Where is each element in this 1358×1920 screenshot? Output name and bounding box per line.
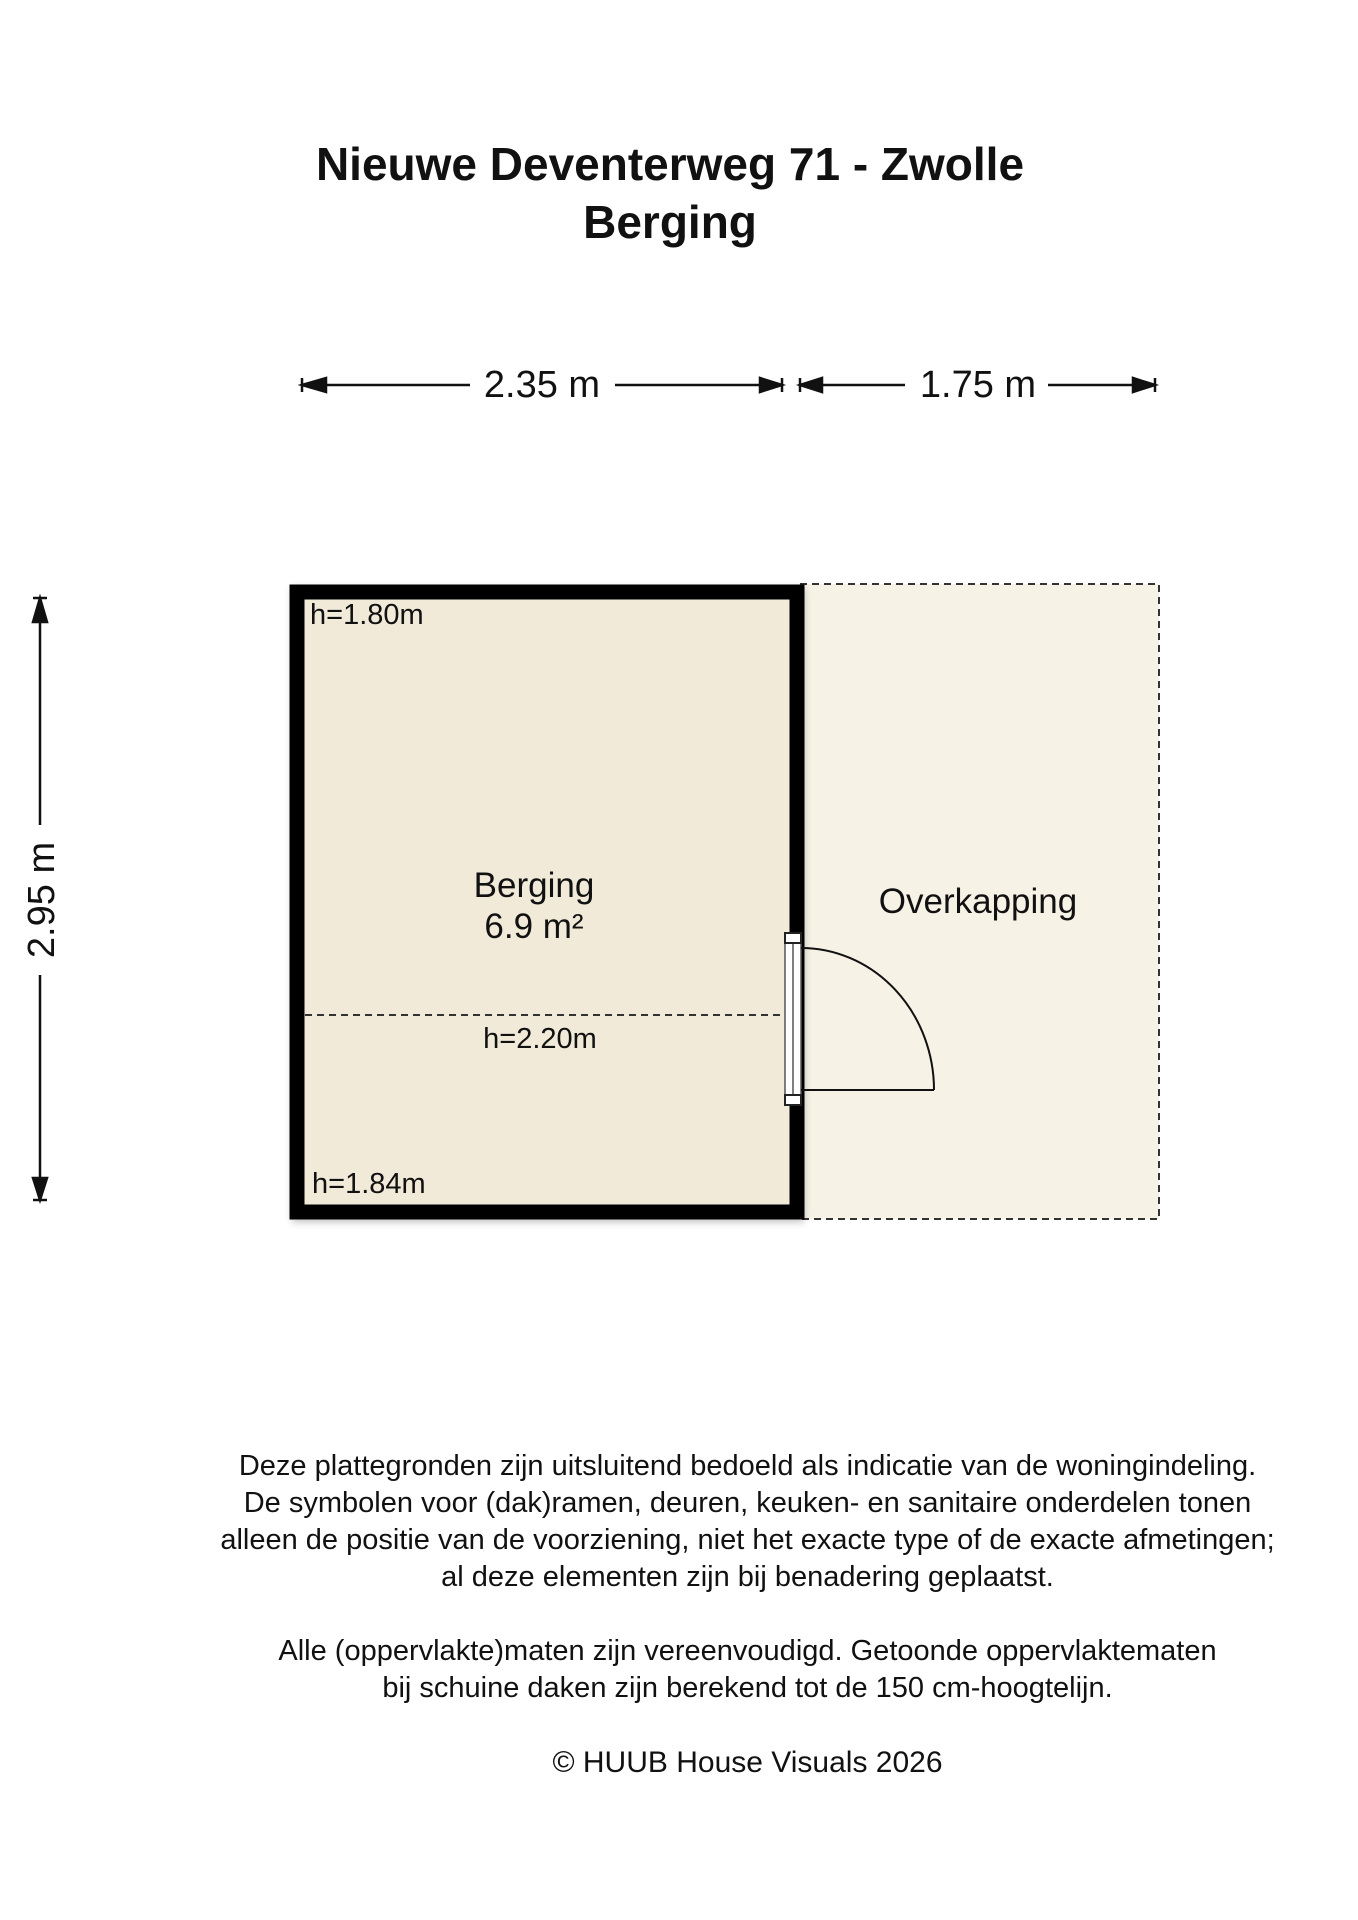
disclaimer-line: Deze plattegronden zijn uitsluitend bedoeld als indicatie van de woningindeling. <box>238 1450 1257 1482</box>
page-subtitle: Berging <box>583 196 757 248</box>
overkapping-label: Overkapping <box>878 882 1078 921</box>
disclaimer-line: De symbolen voor (dak)ramen, deuren, keuken- en sanitaire onderdelen tonen <box>243 1487 1252 1519</box>
berging-area: 6.9 m² <box>484 907 584 946</box>
disclaimer-line: alleen de positie van de voorziening, niet het exacte type of de exacte afmetingen; <box>220 1524 1275 1556</box>
berging-label: Berging <box>473 866 595 905</box>
disclaimer-paragraph-2 <box>140 1633 1355 1707</box>
disclaimer-line: Alle (oppervlakte)maten zijn vereenvoudigd. Getoonde oppervlaktematen <box>278 1635 1217 1667</box>
page-title: Nieuwe Deventerweg 71 - Zwolle <box>315 138 1025 190</box>
height-middle: h=2.20m <box>483 1023 597 1055</box>
disclaimer-line: bij schuine daken zijn berekend tot de 150 cm-hoogtelijn. <box>382 1672 1113 1704</box>
disclaimer-paragraph-1 <box>140 1448 1355 1596</box>
width-label-left: 2.35 m <box>483 364 601 406</box>
disclaimer-line: al deze elementen zijn bij benadering geplaatst. <box>441 1561 1054 1593</box>
copyright-notice: © HUUB House Visuals 2026 <box>552 1746 943 1779</box>
height-label: 2.95 m <box>21 841 63 959</box>
height-top-left: h=1.80m <box>310 599 424 631</box>
width-label-right: 1.75 m <box>919 364 1037 406</box>
height-bottom-left: h=1.84m <box>312 1168 426 1200</box>
